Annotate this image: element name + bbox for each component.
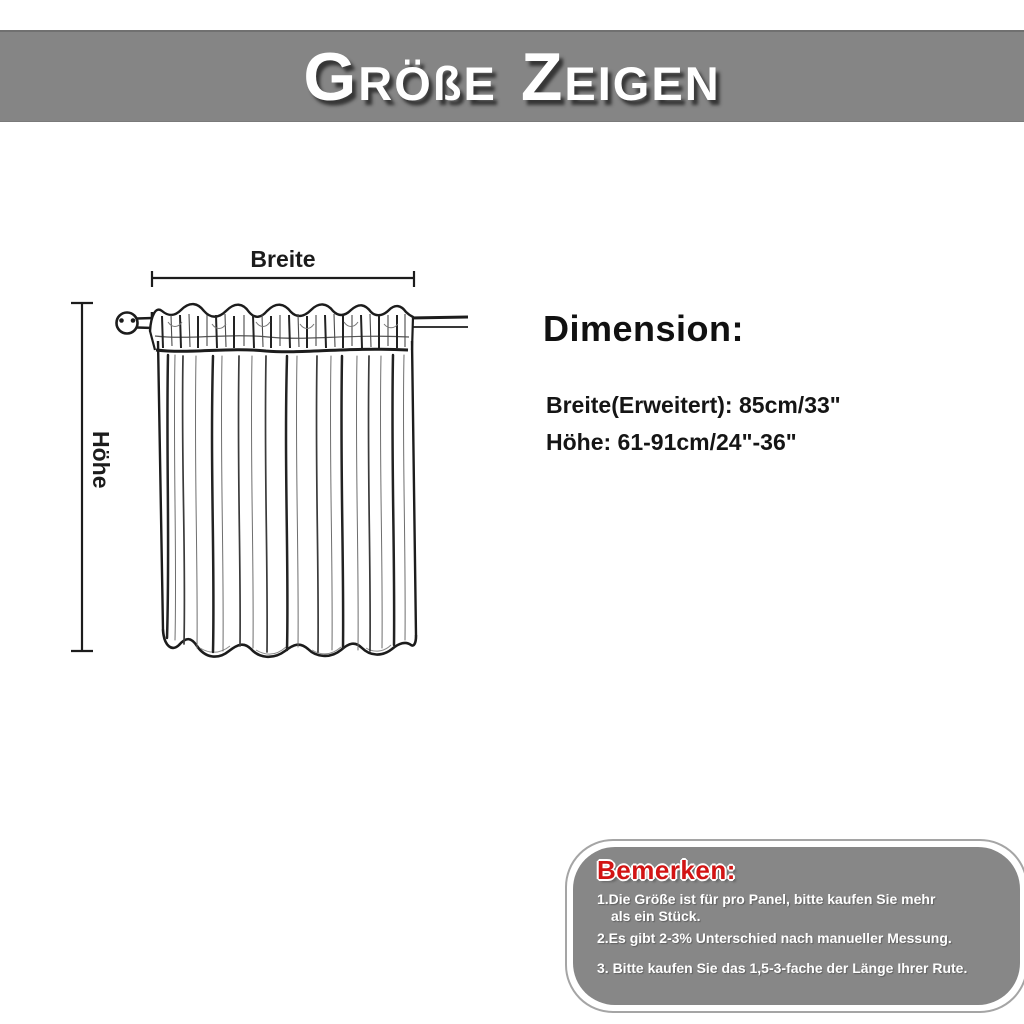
width-dimension-line bbox=[152, 271, 414, 287]
dimension-info bbox=[543, 308, 841, 455]
title-part: EIGEN bbox=[564, 56, 721, 110]
note-line: 2.Es gibt 2-3% Unterschied nach manueller Messung. bbox=[597, 930, 952, 946]
note-line: als ein Stück. bbox=[611, 907, 701, 924]
dimension-height-value: Höhe: 61-91cm/24"-36" bbox=[546, 429, 797, 455]
height-dimension-label: Höhe bbox=[88, 431, 114, 489]
curtain-panel bbox=[150, 304, 416, 657]
note-line: 1.Die Größe ist für pro Panel, bitte kaufen Sie mehr bbox=[597, 891, 936, 907]
title-part: Z bbox=[520, 38, 565, 115]
dimension-heading: Dimension: bbox=[543, 308, 745, 349]
dimension-width-value: Breite(Erweitert): 85cm/33" bbox=[546, 392, 841, 418]
width-dimension-label: Breite bbox=[250, 246, 316, 272]
note-item-3 bbox=[597, 960, 1010, 977]
notes-heading: Bemerken: bbox=[597, 855, 736, 885]
note-line: 3. Bitte kaufen Sie das 1,5-3-fache der Länge Ihrer Rute. bbox=[597, 959, 968, 976]
notes-box bbox=[565, 839, 1024, 1013]
note-item-1 bbox=[597, 891, 1010, 924]
title-part: RÖßE bbox=[358, 56, 497, 110]
title-part: G bbox=[303, 38, 359, 115]
notes-box-inner bbox=[573, 847, 1020, 1005]
note-item-2 bbox=[597, 930, 1010, 947]
